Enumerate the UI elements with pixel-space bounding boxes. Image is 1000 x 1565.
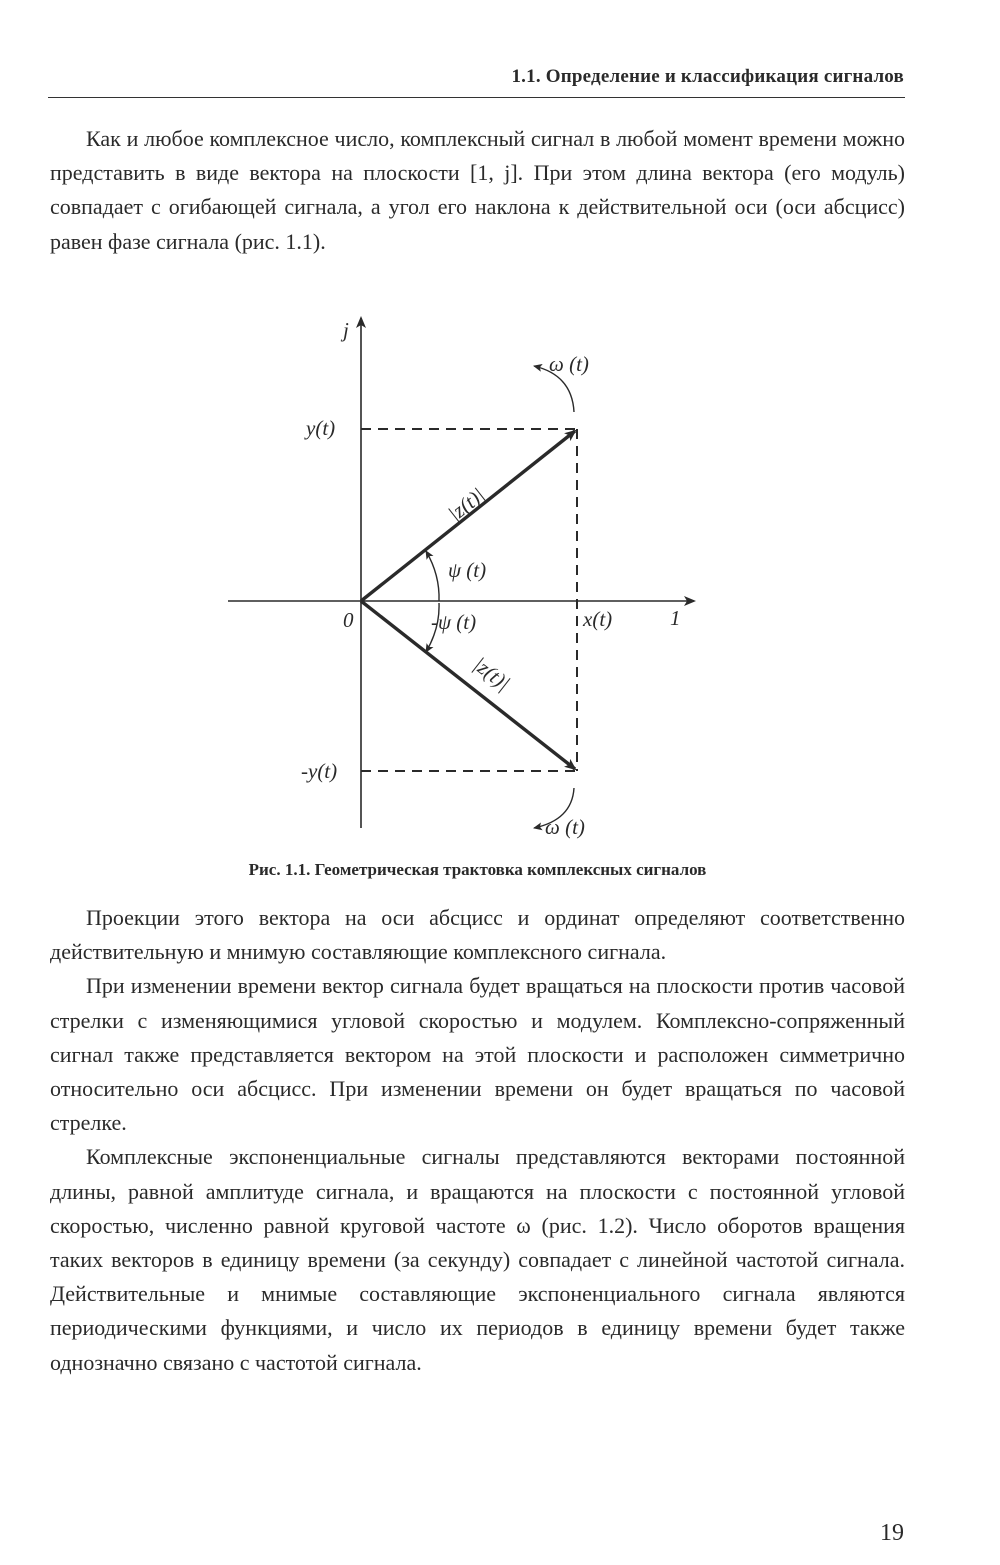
label-j-axis: j [343,318,349,342]
text-block-top [50,122,905,259]
label-x: x(t) [583,607,613,631]
figure-complex-plane [0,305,1000,845]
header-rule [48,97,905,98]
label-origin: 0 [343,608,354,632]
page-number: 19 [880,1520,904,1546]
label-psi-positive: ψ (t) [448,558,487,582]
label-modulus-bottom: |z(t)| [468,652,515,696]
complex-plane-diagram [0,305,1000,845]
paragraph: Как и любое комплексное число, комплексный сигнал в любой момент времени можно представить в виде вектора на плоскости [1, j]. При этом длина вектора (его модуль) совпадает с огибающей сигнала, а угол его наклона к действительной оси (оси абсцисс) равен фазе сигнала (рис. 1.1). [50,126,905,254]
paragraph: При изменении времени вектор сигнала будет вращаться на плоскости против часовой стрелки с изменяющимися угловой скоростью и модулем. Комплексно-сопряженный сигнал также представляется вектором на этой плоскости и расположен симметрично относительно оси абсцисс. При изменении времени он будет вращаться по часовой стрелке. [50,973,905,1136]
paragraph: Комплексные экспоненциальные сигналы представляются векторами постоянной длины, равной амплитуде сигнала, и вращаются на плоскости с постоянной угловой скоростью, численно равной круговой частоте ω (рис. 1.2). Число оборотов вращения таких векторов в единицу времени (за секунду) совпадает с линейной частотой сигнала. Действительные и мнимые составляющие экспоненциального сигнала являются периодическими функциями, и число их периодов в единицу времени будет также однозначно связано с частотой сигнала. [50,1144,905,1375]
label-real-axis: 1 [670,606,681,630]
figure-caption: Рис. 1.1. Геометрическая трактовка комплексных сигналов [248,860,707,879]
label-y-positive: y(t) [306,416,336,440]
label-psi-negative: -ψ (t) [431,610,477,634]
label-omega-bottom: ω (t) [545,815,585,839]
label-y-negative: -y(t) [301,759,338,783]
label-omega-top: ω (t) [549,352,589,376]
label-modulus-top: |z(t)| [443,482,490,526]
paragraph: Проекции этого вектора на оси абсцисс и ординат определяют соответственно действительную и мнимую составляющие комплексного сигнала. [50,905,905,965]
text-block-bottom [50,901,905,1380]
running-title: 1.1. Определение и классификация сигналов [511,66,904,87]
angle-arc-positive [426,551,439,601]
